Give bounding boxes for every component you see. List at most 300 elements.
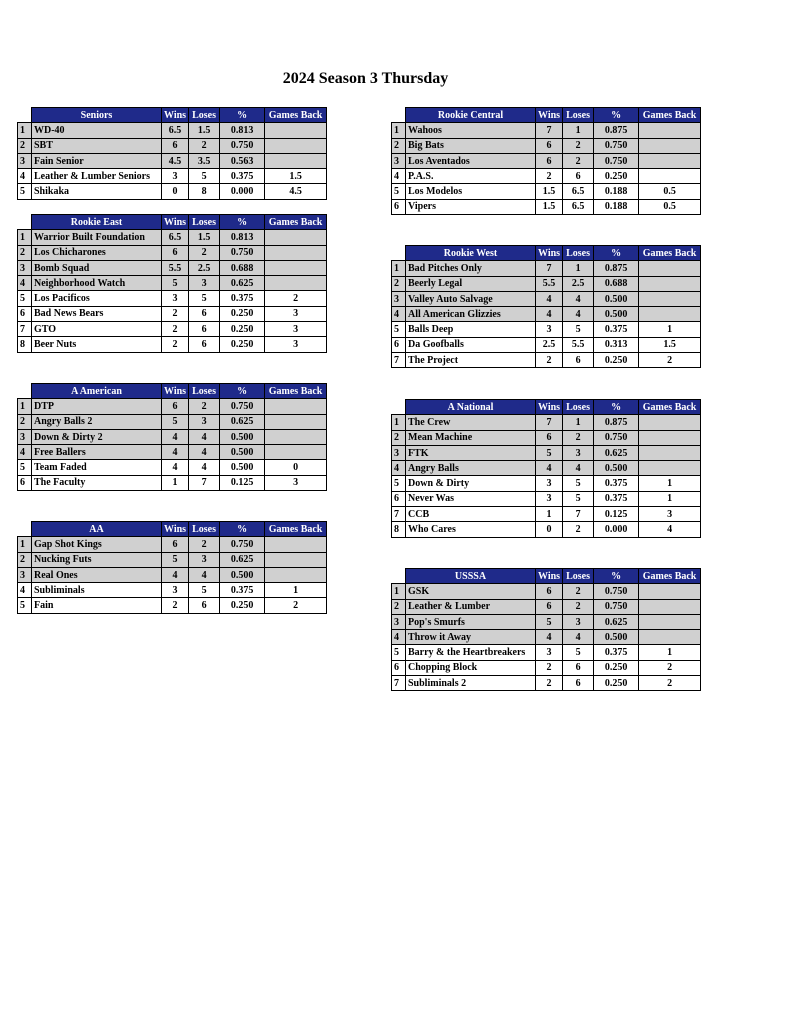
pct-cell: 0.875 [594, 415, 639, 430]
pct-cell: 0.750 [594, 584, 639, 599]
table-row [18, 230, 327, 245]
loses-cell: 4 [189, 460, 220, 475]
table-row [18, 184, 327, 199]
games-back-cell [265, 429, 327, 444]
games-back-cell [639, 415, 701, 430]
games-back-cell: 4.5 [265, 184, 327, 199]
loses-cell: 4 [189, 429, 220, 444]
division-name: Seniors [32, 108, 162, 123]
table-header-row [392, 569, 701, 584]
team-name-cell: FTK [406, 445, 536, 460]
pct-cell: 0.250 [594, 169, 639, 184]
games-back-cell: 3 [265, 475, 327, 490]
loses-cell: 2 [563, 430, 594, 445]
pct-cell: 0.250 [220, 306, 265, 321]
pct-cell: 0.750 [594, 599, 639, 614]
wins-header: Wins [162, 384, 189, 399]
loses-cell: 2 [189, 537, 220, 552]
wins-cell: 0 [162, 184, 189, 199]
loses-cell: 2 [563, 153, 594, 168]
wins-cell: 2 [536, 660, 563, 675]
loses-cell: 6 [563, 676, 594, 691]
team-name-cell: Los Chicharones [32, 245, 162, 260]
table-header-row [392, 400, 701, 415]
rank-cell: 4 [18, 445, 32, 460]
games-back-cell [639, 291, 701, 306]
games-back-cell: 3 [265, 306, 327, 321]
games-back-cell [265, 445, 327, 460]
table-row [392, 322, 701, 337]
table-row [392, 599, 701, 614]
wins-cell: 5.5 [536, 276, 563, 291]
pct-header: % [594, 108, 639, 123]
games-back-cell: 1 [639, 645, 701, 660]
games-back-header: Games Back [265, 215, 327, 230]
pct-cell: 0.375 [594, 476, 639, 491]
rank-cell: 6 [392, 491, 406, 506]
standings-table [391, 399, 701, 538]
team-name-cell: Pop's Smurfs [406, 614, 536, 629]
games-back-cell: 1 [639, 491, 701, 506]
team-name-cell: All American Glizzies [406, 307, 536, 322]
games-back-cell [639, 430, 701, 445]
loses-cell: 4 [563, 630, 594, 645]
pct-cell: 0.188 [594, 184, 639, 199]
loses-cell: 5.5 [563, 337, 594, 352]
pct-cell: 0.375 [594, 491, 639, 506]
wins-cell: 3 [536, 476, 563, 491]
wins-header: Wins [162, 215, 189, 230]
table-row [392, 307, 701, 322]
wins-cell: 2.5 [536, 337, 563, 352]
pct-cell: 0.375 [594, 322, 639, 337]
loses-cell: 4 [563, 291, 594, 306]
games-back-cell: 2 [265, 598, 327, 613]
pct-cell: 0.750 [594, 153, 639, 168]
division-name: A National [406, 400, 536, 415]
rank-cell: 4 [392, 307, 406, 322]
wins-cell: 4 [162, 460, 189, 475]
pct-cell: 0.750 [220, 138, 265, 153]
header-blank-cell [392, 246, 406, 261]
wins-cell: 2 [536, 676, 563, 691]
games-back-cell: 2 [265, 291, 327, 306]
games-back-cell [639, 261, 701, 276]
wins-cell: 4 [162, 567, 189, 582]
games-back-cell: 2 [639, 660, 701, 675]
wins-cell: 2 [162, 306, 189, 321]
wins-header: Wins [536, 246, 563, 261]
rank-cell: 5 [18, 460, 32, 475]
team-name-cell: Fain Senior [32, 153, 162, 168]
rank-cell: 4 [392, 630, 406, 645]
table-row [392, 522, 701, 537]
team-name-cell: Free Ballers [32, 445, 162, 460]
games-back-cell: 2 [639, 353, 701, 368]
rank-cell: 1 [18, 537, 32, 552]
loses-cell: 3 [189, 414, 220, 429]
table-row [18, 306, 327, 321]
table-row [392, 476, 701, 491]
wins-cell: 6 [536, 138, 563, 153]
loses-cell: 6 [563, 660, 594, 675]
games-back-cell [639, 276, 701, 291]
loses-cell: 2 [563, 599, 594, 614]
team-name-cell: Beerly Legal [406, 276, 536, 291]
games-back-cell: 1 [265, 583, 327, 598]
games-back-cell [265, 399, 327, 414]
team-name-cell: Los Aventados [406, 153, 536, 168]
pct-cell: 0.250 [594, 676, 639, 691]
rank-cell: 4 [392, 169, 406, 184]
rank-cell: 3 [392, 614, 406, 629]
rank-cell: 1 [392, 415, 406, 430]
wins-cell: 6.5 [162, 230, 189, 245]
rank-cell: 7 [392, 676, 406, 691]
pct-cell: 0.000 [220, 184, 265, 199]
team-name-cell: The Faculty [32, 475, 162, 490]
pct-cell: 0.500 [594, 461, 639, 476]
loses-cell: 4 [189, 445, 220, 460]
rank-cell: 5 [18, 291, 32, 306]
table-row [18, 245, 327, 260]
table-row [392, 353, 701, 368]
rank-cell: 3 [18, 429, 32, 444]
table-row [392, 123, 701, 138]
pct-cell: 0.750 [220, 399, 265, 414]
table-row [18, 276, 327, 291]
pct-cell: 0.688 [220, 260, 265, 275]
team-name-cell: Neighborhood Watch [32, 276, 162, 291]
rank-cell: 6 [392, 337, 406, 352]
table-header-row [18, 384, 327, 399]
table-row [392, 491, 701, 506]
wins-cell: 7 [536, 123, 563, 138]
pct-header: % [594, 569, 639, 584]
wins-cell: 5 [162, 414, 189, 429]
games-back-header: Games Back [639, 108, 701, 123]
pct-cell: 0.250 [220, 322, 265, 337]
table-row [392, 614, 701, 629]
team-name-cell: Subliminals 2 [406, 676, 536, 691]
games-back-cell [639, 445, 701, 460]
header-blank-cell [18, 522, 32, 537]
loses-cell: 7 [563, 507, 594, 522]
rank-cell: 3 [392, 445, 406, 460]
games-back-cell [639, 461, 701, 476]
team-name-cell: Chopping Block [406, 660, 536, 675]
team-name-cell: GTO [32, 322, 162, 337]
team-name-cell: Big Bats [406, 138, 536, 153]
rank-cell: 5 [392, 476, 406, 491]
standings-table [391, 568, 701, 691]
rank-cell: 1 [392, 261, 406, 276]
rank-cell: 4 [18, 169, 32, 184]
loses-cell: 6.5 [563, 199, 594, 214]
table-row [392, 461, 701, 476]
table-header-row [18, 215, 327, 230]
loses-cell: 5 [563, 645, 594, 660]
games-back-cell [265, 123, 327, 138]
team-name-cell: Fain [32, 598, 162, 613]
header-blank-cell [18, 108, 32, 123]
rank-cell: 7 [392, 353, 406, 368]
team-name-cell: Throw it Away [406, 630, 536, 645]
table-header-row [18, 108, 327, 123]
loses-header: Loses [563, 108, 594, 123]
games-back-cell [265, 567, 327, 582]
pct-cell: 0.500 [594, 630, 639, 645]
team-name-cell: CCB [406, 507, 536, 522]
header-blank-cell [18, 384, 32, 399]
team-name-cell: Los Modelos [406, 184, 536, 199]
header-blank-cell [392, 108, 406, 123]
pct-cell: 0.313 [594, 337, 639, 352]
rank-cell: 2 [18, 138, 32, 153]
table-row [392, 337, 701, 352]
loses-cell: 3 [563, 445, 594, 460]
games-back-cell [639, 630, 701, 645]
team-name-cell: Wahoos [406, 123, 536, 138]
pct-cell: 0.125 [594, 507, 639, 522]
wins-cell: 2 [162, 337, 189, 352]
wins-cell: 0 [536, 522, 563, 537]
wins-cell: 7 [536, 415, 563, 430]
standings-table [391, 107, 701, 215]
loses-cell: 6 [563, 353, 594, 368]
wins-cell: 2 [536, 169, 563, 184]
page-title: 2024 Season 3 Thursday [282, 70, 449, 87]
pct-cell: 0.375 [220, 169, 265, 184]
team-name-cell: Real Ones [32, 567, 162, 582]
pct-cell: 0.813 [220, 123, 265, 138]
loses-header: Loses [189, 384, 220, 399]
table-row [18, 399, 327, 414]
pct-cell: 0.625 [594, 614, 639, 629]
table-row [18, 537, 327, 552]
table-row [392, 584, 701, 599]
wins-cell: 5 [536, 445, 563, 460]
loses-cell: 6 [189, 322, 220, 337]
table-row [392, 415, 701, 430]
loses-cell: 6 [189, 337, 220, 352]
pct-cell: 0.750 [594, 430, 639, 445]
team-name-cell: Leather & Lumber [406, 599, 536, 614]
loses-cell: 6 [563, 169, 594, 184]
pct-cell: 0.563 [220, 153, 265, 168]
loses-header: Loses [563, 400, 594, 415]
team-name-cell: Los Pacificos [32, 291, 162, 306]
wins-cell: 6 [162, 245, 189, 260]
pct-cell: 0.813 [220, 230, 265, 245]
wins-cell: 4 [536, 630, 563, 645]
games-back-cell [265, 552, 327, 567]
team-name-cell: The Project [406, 353, 536, 368]
games-back-cell: 1 [639, 322, 701, 337]
team-name-cell: Team Faded [32, 460, 162, 475]
team-name-cell: Da Goofballs [406, 337, 536, 352]
wins-cell: 1.5 [536, 199, 563, 214]
wins-cell: 4 [162, 429, 189, 444]
rank-cell: 5 [18, 598, 32, 613]
table-row [18, 153, 327, 168]
rank-cell: 2 [392, 276, 406, 291]
wins-cell: 6 [536, 430, 563, 445]
games-back-header: Games Back [639, 569, 701, 584]
pct-cell: 0.750 [220, 245, 265, 260]
wins-cell: 4 [536, 461, 563, 476]
table-row [18, 429, 327, 444]
table-row [18, 260, 327, 275]
table-row [18, 567, 327, 582]
table-row [18, 598, 327, 613]
standings-table [17, 383, 327, 491]
loses-header: Loses [189, 522, 220, 537]
games-back-cell [639, 153, 701, 168]
team-name-cell: The Crew [406, 415, 536, 430]
table-row [18, 291, 327, 306]
loses-cell: 3 [563, 614, 594, 629]
team-name-cell: Leather & Lumber Seniors [32, 169, 162, 184]
table-row [392, 291, 701, 306]
standings-table [17, 107, 327, 200]
wins-cell: 6 [536, 599, 563, 614]
loses-cell: 8 [189, 184, 220, 199]
table-row [18, 138, 327, 153]
team-name-cell: P.A.S. [406, 169, 536, 184]
wins-cell: 4 [536, 307, 563, 322]
wins-cell: 6 [536, 153, 563, 168]
team-name-cell: Down & Dirty [406, 476, 536, 491]
wins-cell: 6 [162, 399, 189, 414]
pct-cell: 0.125 [220, 475, 265, 490]
loses-cell: 1 [563, 123, 594, 138]
loses-cell: 5 [563, 491, 594, 506]
loses-header: Loses [189, 108, 220, 123]
table-header-row [18, 522, 327, 537]
team-name-cell: Gap Shot Kings [32, 537, 162, 552]
team-name-cell: Subliminals [32, 583, 162, 598]
rank-cell: 4 [392, 461, 406, 476]
wins-header: Wins [536, 400, 563, 415]
wins-cell: 3 [536, 322, 563, 337]
loses-cell: 3 [189, 276, 220, 291]
team-name-cell: Beer Nuts [32, 337, 162, 352]
loses-header: Loses [189, 215, 220, 230]
wins-cell: 4 [536, 291, 563, 306]
games-back-cell [265, 276, 327, 291]
rank-cell: 5 [392, 322, 406, 337]
team-name-cell: Bad Pitches Only [406, 261, 536, 276]
standings-table [391, 245, 701, 368]
rank-cell: 2 [18, 552, 32, 567]
team-name-cell: DTP [32, 399, 162, 414]
loses-cell: 4 [189, 567, 220, 582]
games-back-cell: 2 [639, 676, 701, 691]
table-row [392, 676, 701, 691]
loses-cell: 6 [189, 306, 220, 321]
loses-cell: 1 [563, 415, 594, 430]
rank-cell: 3 [392, 291, 406, 306]
rank-cell: 1 [18, 123, 32, 138]
rank-cell: 2 [392, 599, 406, 614]
pct-cell: 0.625 [220, 552, 265, 567]
wins-cell: 6 [162, 138, 189, 153]
loses-cell: 7 [189, 475, 220, 490]
games-back-cell [639, 307, 701, 322]
team-name-cell: Warrior Built Foundation [32, 230, 162, 245]
games-back-cell [265, 260, 327, 275]
rank-cell: 6 [18, 306, 32, 321]
wins-cell: 4 [162, 445, 189, 460]
wins-cell: 3 [536, 491, 563, 506]
table-row [18, 460, 327, 475]
team-name-cell: Shikaka [32, 184, 162, 199]
table-header-row [392, 108, 701, 123]
pct-cell: 0.500 [220, 429, 265, 444]
loses-cell: 5 [189, 169, 220, 184]
wins-cell: 3 [162, 169, 189, 184]
loses-cell: 2 [189, 138, 220, 153]
wins-cell: 1.5 [536, 184, 563, 199]
header-blank-cell [392, 569, 406, 584]
loses-cell: 3 [189, 552, 220, 567]
pct-cell: 0.625 [220, 414, 265, 429]
pct-cell: 0.250 [220, 598, 265, 613]
pct-header: % [594, 400, 639, 415]
pct-cell: 0.188 [594, 199, 639, 214]
rank-cell: 4 [18, 583, 32, 598]
loses-header: Loses [563, 246, 594, 261]
loses-cell: 1 [563, 261, 594, 276]
loses-cell: 6 [189, 598, 220, 613]
pct-cell: 0.750 [594, 138, 639, 153]
pct-header: % [594, 246, 639, 261]
rank-cell: 2 [18, 245, 32, 260]
table-row [392, 184, 701, 199]
rank-cell: 3 [18, 567, 32, 582]
table-row [18, 583, 327, 598]
games-back-cell: 0 [265, 460, 327, 475]
team-name-cell: Who Cares [406, 522, 536, 537]
table-row [392, 138, 701, 153]
team-name-cell: Bomb Squad [32, 260, 162, 275]
games-back-cell: 1.5 [265, 169, 327, 184]
team-name-cell: WD-40 [32, 123, 162, 138]
rank-cell: 1 [18, 230, 32, 245]
games-back-cell [265, 537, 327, 552]
games-back-cell [639, 169, 701, 184]
table-row [392, 261, 701, 276]
table-header-row [392, 246, 701, 261]
pct-header: % [220, 215, 265, 230]
games-back-cell [265, 138, 327, 153]
wins-header: Wins [162, 108, 189, 123]
team-name-cell: Never Was [406, 491, 536, 506]
wins-cell: 1 [162, 475, 189, 490]
wins-header: Wins [536, 569, 563, 584]
rank-cell: 8 [18, 337, 32, 352]
team-name-cell: Angry Balls [406, 461, 536, 476]
table-row [392, 153, 701, 168]
pct-cell: 0.500 [220, 445, 265, 460]
games-back-header: Games Back [265, 384, 327, 399]
games-back-cell [265, 230, 327, 245]
games-back-cell: 3 [639, 507, 701, 522]
team-name-cell: Valley Auto Salvage [406, 291, 536, 306]
pct-cell: 0.500 [220, 567, 265, 582]
team-name-cell: Vipers [406, 199, 536, 214]
